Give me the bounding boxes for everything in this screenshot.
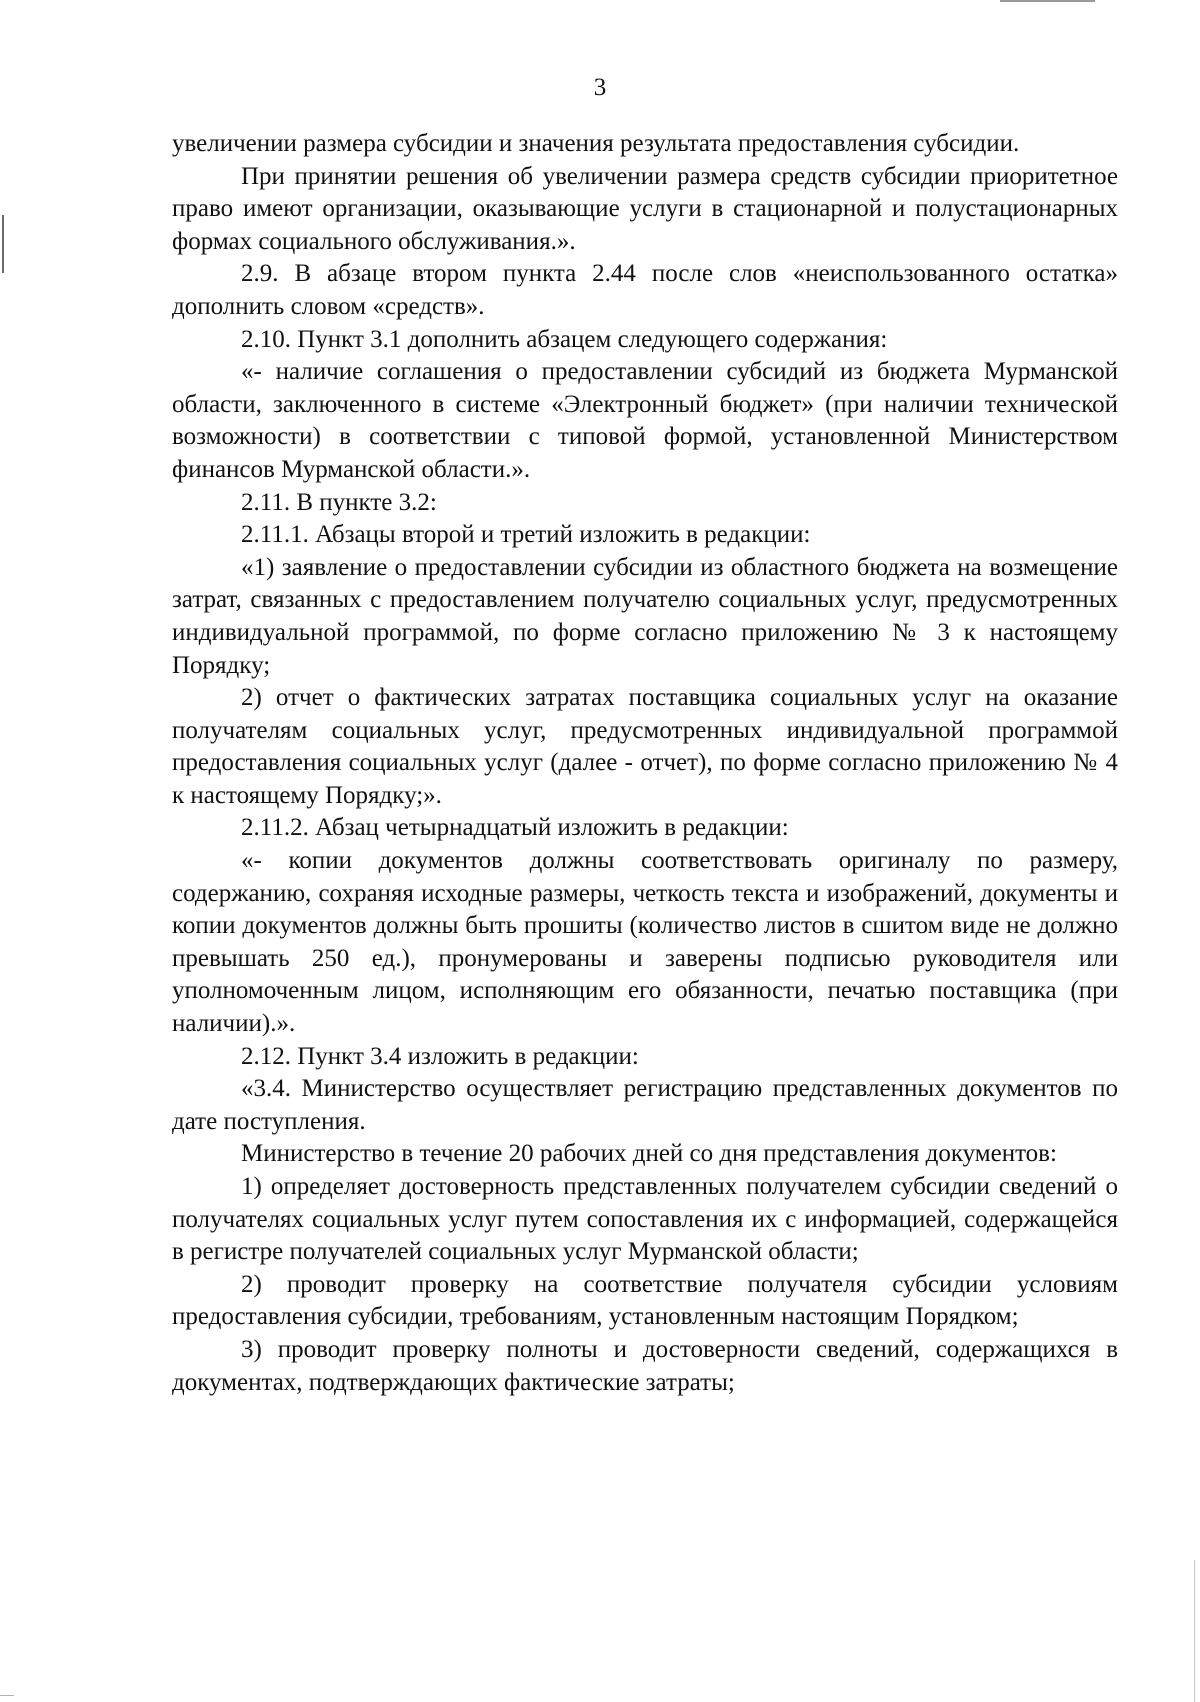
paragraph: 1) определяет достоверность представленных получателем субсидии сведений о получателях социальных услуг путем сопоставления их с информацией, содержащейся в регистре получателей социальных услуг Мурманской области; [172, 1173, 1118, 1266]
paragraph: 2.10. Пункт 3.1 дополнить абзацем следующего содержания: [241, 325, 888, 353]
paragraph: 2) проводит проверку на соответствие получателя субсидии условиям предоставления субсидии, требованиям, установленным настоящим Порядком; [172, 1270, 1118, 1331]
scan-edge-mark [1194, 1560, 1195, 1702]
scan-edge-mark [1000, 0, 1095, 2]
paragraph: 3) проводит проверку полноты и достоверности сведений, содержащихся в документах, подтверждающих фактические затраты; [172, 1335, 1118, 1396]
paragraph: «- копии документов должны соответствовать оригиналу по размеру, содержанию, сохраняя исходные размеры, четкость текста и изображений, документы и копии документов должны быть прошиты (количество листов в сшитом виде не должно превышать 250 ед.), пронумерованы и заверены подписью руководителя или уполномоченным лицом, исполняющим его обязанности, печатью поставщика (при наличии).». [172, 847, 1118, 1038]
paragraph: При принятии решения об увеличении размера средств субсидии приоритетное право имеют организации, оказывающие услуги в стационарной и полустационарных формах социального обслуживания.». [172, 162, 1118, 255]
paragraph: 2.9. В абзаце втором пункта 2.44 после слов «неиспользованного остатка» дополнить словом «средств». [172, 260, 1118, 320]
paragraph: 2.11. В пункте 3.2: [241, 488, 437, 516]
paragraph: увеличении размера субсидии и значения результата предоставления субсидии. [172, 130, 1020, 157]
paragraph: 2.12. Пункт 3.4 изложить в редакции: [241, 1042, 639, 1070]
paragraph: 2.11.1. Абзацы второй и третий изложить в редакции: [241, 521, 811, 549]
scan-edge-mark [0, 1695, 14, 1696]
paragraph: «3.4. Министерство осуществляет регистрацию представленных документов по дате поступления. [172, 1075, 1118, 1135]
paragraph: «- наличие соглашения о предоставлении субсидий из бюджета Мурманской области, заключенного в системе «Электронный бюджет» (при наличии технической возможности) в соответствии с типовой формой, установленной Министерством финансов Мурманской области.». [172, 358, 1118, 483]
scan-edge-mark [2, 215, 4, 273]
paragraph: Министерство в течение 20 рабочих дней со дня представления документов: [241, 1140, 1057, 1168]
paragraph: 2) отчет о фактических затратах поставщика социальных услуг на оказание получателям социальных услуг, предусмотренных индивидуальной программой предоставления социальных услуг (далее - отчет), по форме согласно приложению № 4 к настоящему Порядку;». [172, 684, 1118, 809]
document-body [172, 128, 1118, 1399]
paragraph: 2.11.2. Абзац четырнадцатый изложить в редакции: [241, 814, 789, 842]
paragraph: «1) заявление о предоставлении субсидии из областного бюджета на возмещение затрат, связанных с предоставлением получателю социальных услуг, предусмотренных индивидуальной программой, по форме согласно приложению № 3 к настоящему Порядку; [172, 553, 1118, 679]
page-number: 3 [593, 74, 607, 101]
